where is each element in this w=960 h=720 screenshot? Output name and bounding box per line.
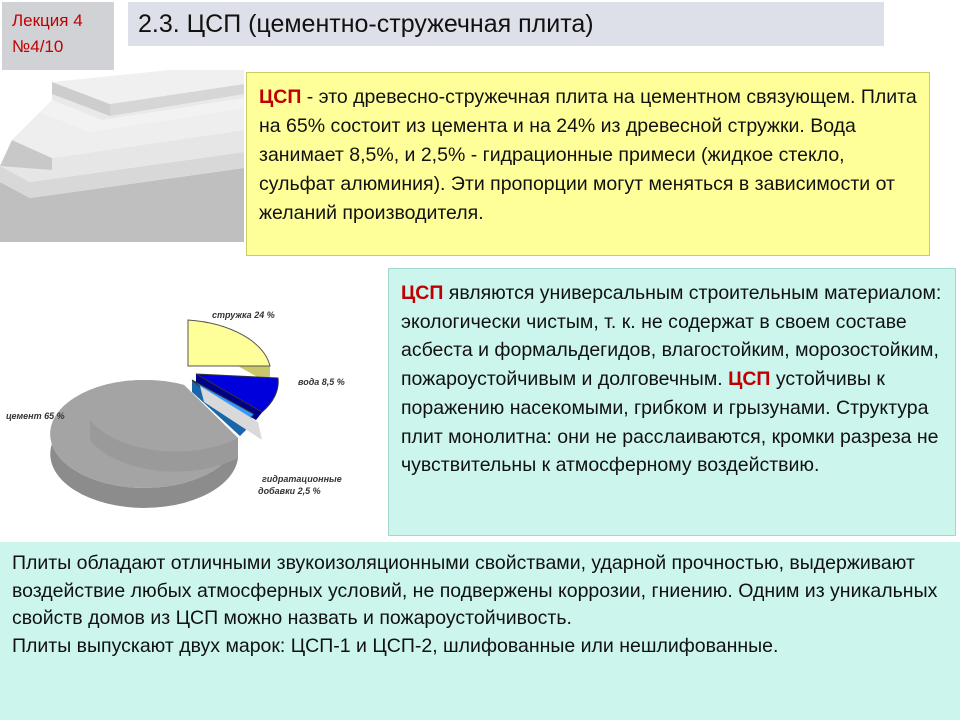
properties-text-1: являются универсальным строительным материалом: экологически чистым, т. к. не содержат в своем составе асбеста и формальдегидов, влагостойким, морозостойким, пожароустойчивым и долговечным. [401, 282, 942, 391]
lecture-number: Лекция 4 [12, 11, 83, 30]
pie-svg [0, 290, 384, 520]
summary-box [0, 542, 960, 720]
definition-text: - это древесно-стружечная плита на цементном связующем. Плита на 65% состоит из цемента и на 24% из древесной стружки. Вода занимает 8,5%, и 2,5% - гидрационные примеси (жидкое стекло, сульфат алюминия). Эти пропорции могут меняться в зависимости от желаний производителя. [259, 86, 917, 224]
properties-box [388, 268, 956, 536]
label-additives-line1: гидратационные [262, 474, 342, 484]
pie-slice-shavings [188, 320, 270, 366]
summary-paragraph-2: Плиты выпускают двух марок: ЦСП-1 и ЦСП-2, шлифованные или нешлифованные. [12, 634, 779, 657]
definition-box [246, 72, 930, 256]
lecture-badge [2, 2, 114, 70]
term-abbreviation: ЦСП [259, 86, 302, 108]
label-additives-line2: добавки 2,5 % [258, 486, 321, 496]
term-abbreviation-1: ЦСП [401, 282, 444, 304]
label-cement: цемент 65 % [6, 411, 65, 421]
label-shavings: стружка 24 % [212, 310, 275, 320]
composition-pie-chart [0, 290, 384, 520]
page-title: 2.3. ЦСП (цементно-стружечная плита) [128, 2, 884, 46]
properties-text-2: устойчивы к поражению насекомыми, грибком и грызунами. Структура плит монолитна: они не расслаиваются, кромки разреза не чувствительны к атмосферному воздействию. [401, 368, 939, 477]
label-water: вода 8,5 % [298, 377, 345, 387]
slide-number: №4/10 [12, 37, 64, 56]
term-abbreviation-2: ЦСП [728, 368, 771, 391]
cement-boards-image [0, 70, 244, 242]
summary-paragraph-1: Плиты обладают отличными звукоизоляционными свойствами, ударной прочностью, выдерживают воздействие любых атмосферных условий, не подвержены коррозии, гниению. Одним из уникальных свойств домов из ЦСП можно назвать и пожароустойчивость. [12, 552, 938, 629]
